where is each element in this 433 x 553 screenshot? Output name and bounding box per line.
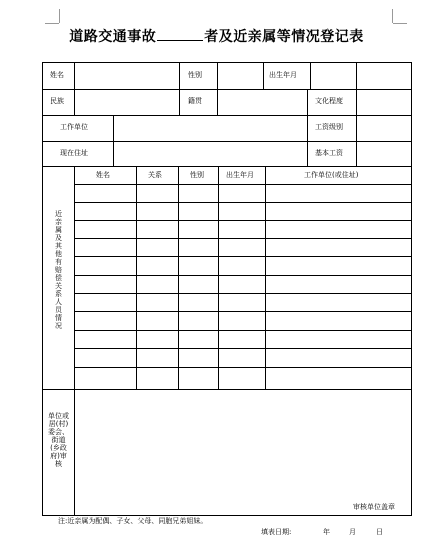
- col-header-sex: 性别: [190, 171, 204, 179]
- label-ethnicity: 民族: [50, 97, 64, 105]
- label-birth: 出生年月: [269, 71, 297, 79]
- day-label: 日: [376, 528, 383, 536]
- col-header-name: 姓名: [96, 171, 110, 179]
- label-address: 现在住址: [60, 149, 88, 157]
- label-education: 文化程度: [315, 97, 343, 105]
- title-suffix: 者及近亲属等情况登记表: [204, 29, 364, 45]
- label-workplace: 工作单位: [60, 123, 88, 131]
- label-native-place: 籍贯: [188, 97, 202, 105]
- label-salary-level: 工资级别: [315, 123, 343, 131]
- label-name: 姓名: [50, 71, 64, 79]
- review-side-label: 单位或居(村)委会、街道(乡政府)审核: [48, 412, 69, 468]
- fill-date-label: 填表日期:: [261, 528, 292, 536]
- relatives-side-label: 近亲属及其他有赔偿关系人员情况: [55, 210, 62, 330]
- label-base-salary: 基本工资: [315, 149, 343, 157]
- stamp-label: 审核单位盖章: [353, 503, 395, 511]
- col-header-relation: 关系: [148, 171, 162, 179]
- footer-note: 注:近亲属为配偶、子女、父母、同胞兄弟姐妹。: [58, 517, 208, 525]
- title-prefix: 道路交通事故: [69, 29, 157, 45]
- col-header-birth: 出生年月: [226, 171, 254, 179]
- col-header-workplace: 工作单位(或住址): [304, 171, 359, 179]
- month-label: 月: [349, 528, 356, 536]
- year-label: 年: [323, 528, 330, 536]
- label-sex: 性别: [188, 71, 202, 79]
